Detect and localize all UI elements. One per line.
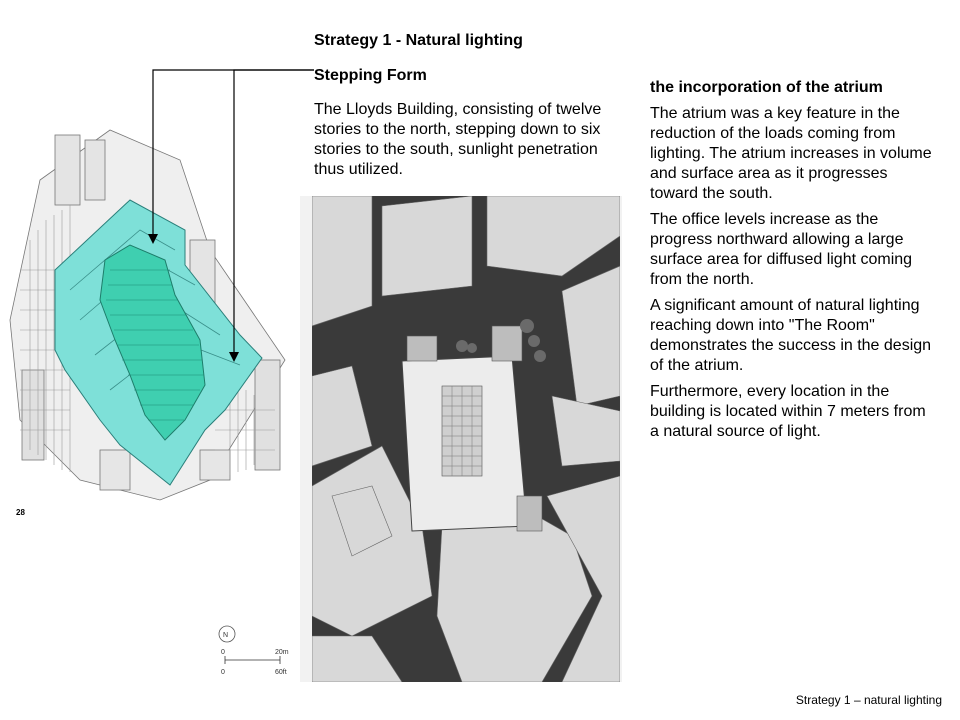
- stepping-form-paragraph: The Lloyds Building, consisting of twelve stories to the north, stepping down to six stories to the south, sunlight penetration thus utilized.: [314, 101, 602, 178]
- scale-label-ft-start: 0: [221, 669, 225, 676]
- scale-label-m-end: 20m: [275, 649, 289, 656]
- atrium-text-column: [650, 78, 935, 448]
- slide-subtitle: Stepping Form: [314, 67, 427, 84]
- footer-caption: Strategy 1 – natural lighting: [795, 693, 942, 707]
- site-plan-drawing: [312, 196, 620, 682]
- atrium-paragraph: Furthermore, every location in the building is located within 7 meters from a natural source of light.: [650, 383, 926, 440]
- pointer-arrows: [140, 60, 320, 380]
- slide-title: Strategy 1 - Natural lighting: [314, 32, 523, 49]
- scale-label-ft-end: 60ft: [275, 669, 287, 676]
- figure-page-number: 28: [16, 508, 25, 517]
- atrium-paragraph: A significant amount of natural lighting reaching down into "The Room" demonstrates the success in the design of the atrium.: [650, 297, 932, 374]
- scale-bar-drawing: [205, 620, 315, 690]
- scale-label-m-start: 0: [221, 649, 225, 656]
- scale-bar: [205, 620, 315, 690]
- atrium-paragraph: The office levels increase as the progress northward allowing a large surface area for diffused light coming from the north.: [650, 211, 913, 288]
- atrium-paragraph: The atrium was a key feature in the reduction of the loads coming from lighting. The atrium increases in volume and surface area as it progresses toward the south.: [650, 105, 932, 202]
- north-label: N: [223, 632, 229, 639]
- atrium-heading: the incorporation of the atrium: [650, 79, 883, 96]
